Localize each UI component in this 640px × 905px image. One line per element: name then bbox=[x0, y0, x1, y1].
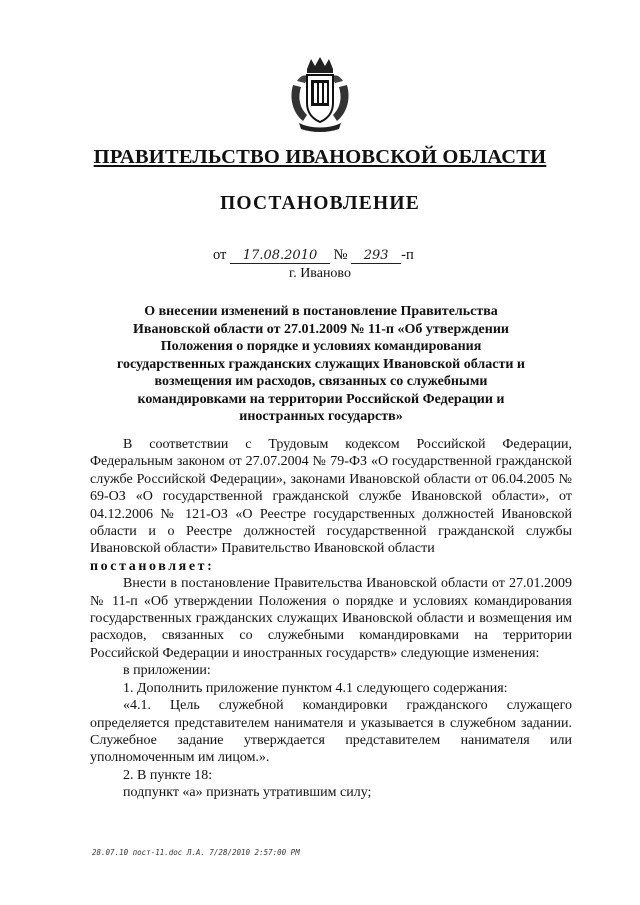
item-1-text: «4.1. Цель служебной командировки гражданского служащего определяется представителем нанимателя и указывается в служебном задании. Служебное задание утверждается представителем нанимателя или уполномоченным им лицом.». bbox=[90, 698, 572, 766]
number-prefix: № bbox=[333, 247, 348, 263]
document-body bbox=[90, 436, 572, 802]
date-number-line bbox=[213, 247, 414, 264]
file-footer: 28.07.10 пост-11.doc Л.А. 7/28/2010 2:57:00 PM bbox=[92, 848, 300, 857]
document-type: ПОСТАНОВЛЕНИЕ bbox=[220, 193, 420, 214]
document-subject: О внесении изменений в постановление Правительства Ивановской области от 27.01.2009 № 11-п «Об утверждении Положения о порядке и условиях командирования государственных гражданских служащих Ивановской области и возмещения им расходов, связанных со служебными командировками на территории Российской Федерации и иностранных государств» bbox=[117, 304, 525, 424]
number-suffix: -п bbox=[401, 247, 414, 263]
coat-of-arms-icon bbox=[287, 55, 353, 133]
item-1: 1. Дополнить приложение пунктом 4.1 следующего содержания: bbox=[123, 680, 508, 696]
organization-title: ПРАВИТЕЛЬСТВО ИВАНОВСКОЙ ОБЛАСТИ bbox=[93, 146, 547, 168]
decision-paragraph: Внести в постановление Правительства Ивановской области от 27.01.2009 № 11-п «Об утверждении Положения о порядке и условиях командирования государственных гражданских служащих Ивановской области и возмещения им расходов, связанных со служебными командировками на территории Российской Федерации и иностранных государств» следующие изменения: bbox=[90, 576, 572, 661]
item-2: 2. В пункте 18: bbox=[123, 767, 213, 783]
handwritten-number: 293 bbox=[351, 248, 401, 264]
city: г. Иваново bbox=[289, 266, 351, 281]
annex-intro: в приложении: bbox=[123, 663, 211, 679]
handwritten-date: 17.08.2010 bbox=[230, 248, 330, 264]
preamble-paragraph: В соответствии с Трудовым кодексом Российской Федерации, Федеральным законом от 27.07.2004 № 79-ФЗ «О государственной гражданской службе Российской Федерации», законами Ивановской области от 06.04.2005 № 69-ОЗ «О государственной гражданской службе Ивановской области», от 04.12.2006 № 121-ОЗ «О Реестре государственных должностей Ивановской области и о Реестре должностей государственной гражданской службы Ивановской области» Правительство Ивановской области bbox=[90, 437, 572, 557]
resolves-line: постановляет: bbox=[90, 558, 215, 574]
date-prefix: от bbox=[213, 247, 227, 263]
item-2-text: подпункт «а» признать утратившим силу; bbox=[123, 785, 372, 801]
